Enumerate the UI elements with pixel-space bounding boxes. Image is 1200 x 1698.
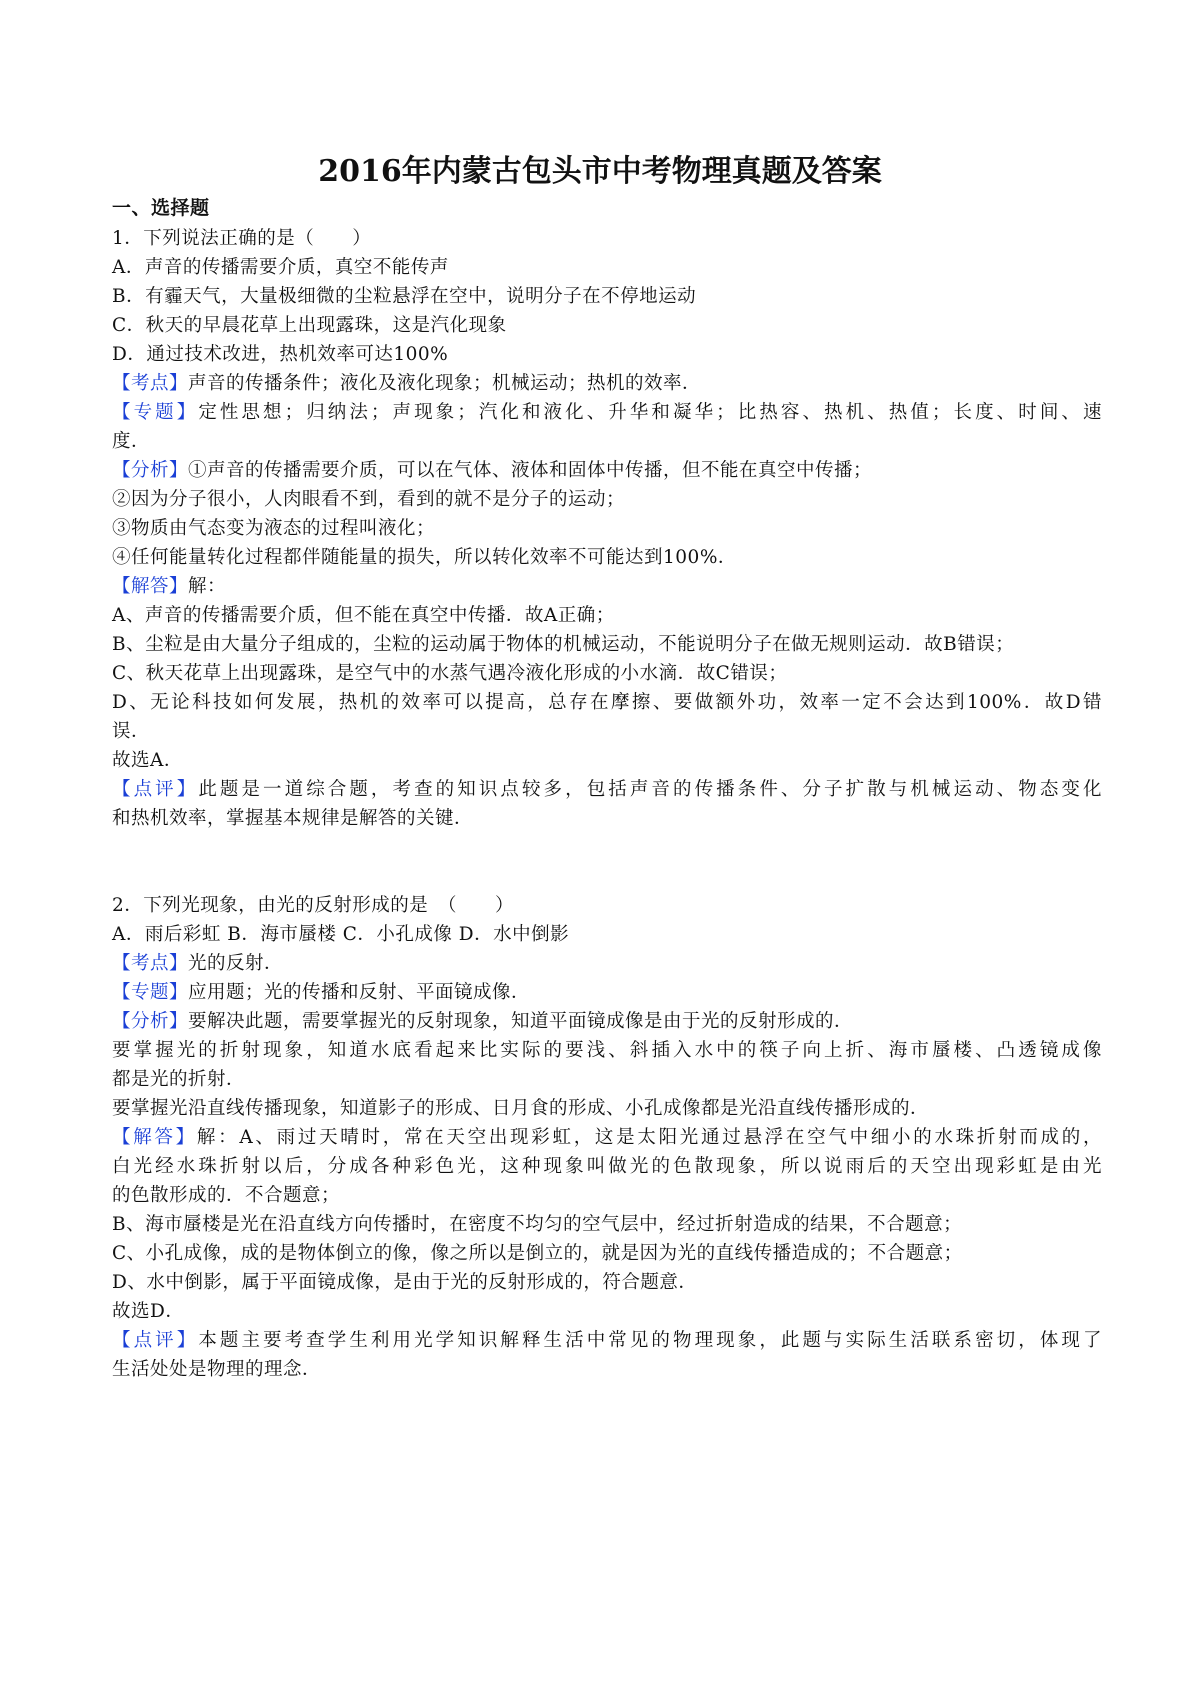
dianping-text: 此题是一道综合题，考查的知识点较多，包括声音的传播条件、分子扩散与机械运动、物态变化 [198, 779, 1102, 800]
q2-dianping [112, 1326, 1102, 1356]
question-1-option-a: A．声音的传播需要介质，真空不能传声 [112, 257, 449, 278]
q1-jieda-b: B、尘粒是由大量分子组成的，尘粒的运动属于物体的机械运动，不能说明分子在做无规则运动．故B错误； [112, 634, 1015, 655]
fenxi-text: 要解决此题，需要掌握光的反射现象，知道平面镜成像是由于光的反射形成的． [188, 1011, 854, 1032]
q1-dianping [112, 775, 1102, 805]
q2-kaodian [112, 949, 1102, 979]
q1-jieda-d-cont: 误． [112, 721, 151, 742]
q2-fenxi [112, 1007, 1102, 1037]
q1-answer: 故选A． [112, 750, 183, 771]
q2-fenxi-2: 要掌握光的折射现象，知道水底看起来比实际的要浅、斜插入水中的筷子向上折、海市蜃楼、凸透镜成像 [112, 1040, 1102, 1061]
zhuanti-tag: 【专题】 [112, 982, 189, 1003]
dianping-tag: 【点评】 [112, 779, 199, 800]
zhuanti-text: 应用题；光的传播和反射、平面镜成像． [188, 982, 531, 1003]
q2-fenxi-4: 要掌握光沿直线传播现象，知道影子的形成、日月食的形成、小孔成像都是光沿直线传播形成的． [112, 1098, 930, 1119]
q2-jieda-d: D、水中倒影，属于平面镜成像，是由于光的反射形成的，符合题意． [112, 1272, 698, 1293]
q1-zhuanti [112, 398, 1102, 428]
q2-jieda-b: B、海市蜃楼是光在沿直线方向传播时，在密度不均匀的空气层中，经过折射造成的结果，不合题意； [112, 1214, 963, 1235]
q1-fenxi [112, 456, 1102, 486]
q1-jieda-a: A、声音的传播需要介质，但不能在真空中传播．故A正确； [112, 605, 615, 626]
question-2-options: A．雨后彩虹 B．海市蜃楼 C．小孔成像 D．水中倒影 [112, 924, 570, 945]
page-title: 2016年内蒙古包头市中考物理真题及答案 [318, 154, 882, 189]
question-2-stem: 2．下列光现象，由光的反射形成的是 （ ） [112, 895, 515, 916]
dianping-text: 本题主要考查学生利用光学知识解释生活中常见的物理现象，此题与实际生活联系密切，体现了 [198, 1330, 1102, 1351]
dianping-tag: 【点评】 [112, 1330, 199, 1351]
q2-answer: 故选D． [112, 1301, 185, 1322]
q1-jieda-d: D、无论科技如何发展，热机的效率可以提高，总存在摩擦、要做额外功，效率一定不会达到100%．故D错 [112, 692, 1102, 713]
kaodian-tag: 【考点】 [112, 953, 189, 974]
question-1-option-c: C．秋天的早晨花草上出现露珠，这是汽化现象 [112, 315, 507, 336]
fenxi-tag: 【分析】 [112, 1011, 189, 1032]
jieda-tag: 【解答】 [112, 576, 189, 597]
q1-jieda-c: C、秋天花草上出现露珠，是空气中的水蒸气遇冷液化形成的小水滴．故C错误； [112, 663, 788, 684]
q2-jieda-3: 的色散形成的．不合题意； [112, 1185, 341, 1206]
q2-jieda [112, 1123, 1102, 1153]
kaodian-text: 光的反射． [188, 953, 284, 974]
q2-zhuanti [112, 978, 1102, 1008]
q2-dianping-cont: 生活处处是物理的理念． [112, 1359, 322, 1380]
q2-fenxi-3: 都是光的折射． [112, 1069, 246, 1090]
q1-kaodian [112, 369, 1102, 399]
kaodian-text: 声音的传播条件；液化及液化现象；机械运动；热机的效率． [188, 373, 702, 394]
jieda-head: 解： [188, 576, 227, 597]
fenxi-text: ①声音的传播需要介质，可以在气体、液体和固体中传播，但不能在真空中传播； [188, 460, 873, 481]
zhuanti-text: 定性思想；归纳法；声现象；汽化和液化、升华和凝华；比热容、热机、热值；长度、时间、速 [198, 402, 1102, 423]
fenxi-tag: 【分析】 [112, 460, 189, 481]
q2-jieda-2: 白光经水珠折射以后，分成各种彩色光，这种现象叫做光的色散现象，所以说雨后的天空出现彩虹是由光 [112, 1156, 1102, 1177]
q2-jieda-c: C、小孔成像，成的是物体倒立的像，像之所以是倒立的，就是因为光的直线传播造成的；不合题意； [112, 1243, 963, 1264]
q1-fenxi-3: ③物质由气态变为液态的过程叫液化； [112, 518, 436, 539]
section-heading: 一、选择题 [112, 197, 210, 219]
q1-fenxi-4: ④任何能量转化过程都伴随能量的损失，所以转化效率不可能达到100%． [112, 547, 737, 568]
q1-dianping-cont: 和热机效率，掌握基本规律是解答的关键． [112, 808, 474, 829]
question-1-option-b: B．有霾天气，大量极细微的尘粒悬浮在空中，说明分子在不停地运动 [112, 286, 697, 307]
jieda-tag: 【解答】 [112, 1127, 197, 1148]
question-1-option-d: D．通过技术改进，热机效率可达100% [112, 344, 449, 365]
q1-jieda [112, 572, 1102, 602]
zhuanti-tag: 【专题】 [112, 402, 199, 423]
jieda-text: 解：A、雨过天晴时，常在天空出现彩虹，这是太阳光通过悬浮在空气中细小的水珠折射而成的， [196, 1127, 1102, 1148]
q1-zhuanti-cont: 度． [112, 431, 151, 452]
kaodian-tag: 【考点】 [112, 373, 189, 394]
question-1-stem: 1．下列说法正确的是（ ） [112, 228, 372, 249]
q1-fenxi-2: ②因为分子很小，人肉眼看不到，看到的就不是分子的运动； [112, 489, 626, 510]
